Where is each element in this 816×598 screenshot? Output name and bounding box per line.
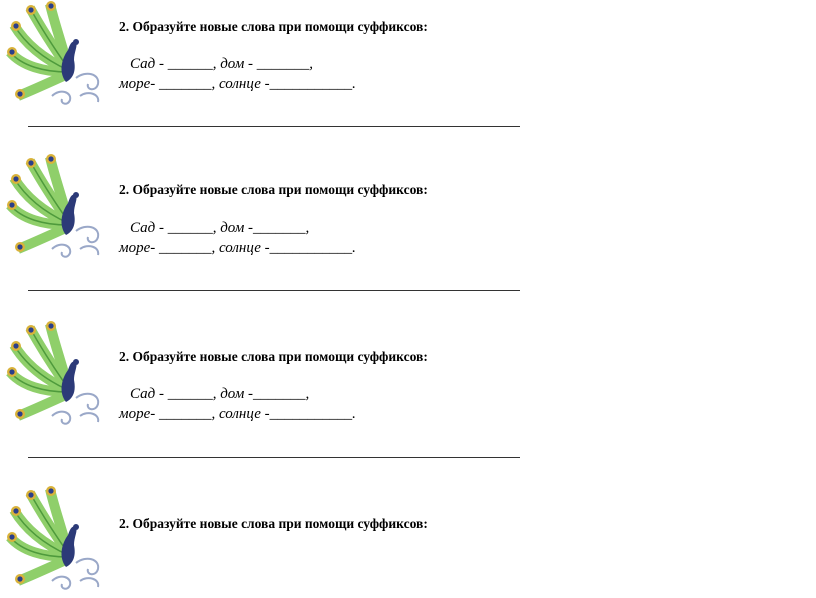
- task-heading: 2. Образуйте новые слова при помощи суффиксов:: [119, 516, 428, 531]
- exercise-line-1: Сад - ______, дом -_______,: [130, 220, 310, 236]
- task-heading: 2. Образуйте новые слова при помощи суффиксов:: [119, 349, 428, 364]
- divider-line: [28, 126, 520, 127]
- divider-line: [28, 290, 520, 291]
- exercise-line-2: море- _______, солнце -___________.: [119, 76, 356, 92]
- task-heading: 2. Образуйте новые слова при помощи суффиксов:: [119, 182, 428, 197]
- exercise-line-1: Сад - ______, дом - _______,: [130, 56, 314, 72]
- exercise-line-1: Сад - ______, дом -_______,: [130, 386, 310, 402]
- task-heading: 2. Образуйте новые слова при помощи суффиксов:: [119, 19, 428, 34]
- peacock-illustration: [6, 320, 110, 432]
- divider-line: [28, 457, 520, 458]
- exercise-line-2: море- _______, солнце -___________.: [119, 406, 356, 422]
- peacock-illustration: [6, 153, 110, 265]
- exercise-line-2: море- _______, солнце -___________.: [119, 240, 356, 256]
- peacock-tail: [7, 154, 68, 252]
- peacock-tail: [7, 1, 68, 99]
- peacock-illustration: [6, 0, 110, 112]
- peacock-illustration: [6, 485, 110, 597]
- peacock-tail: [7, 321, 68, 419]
- peacock-tail: [7, 486, 68, 584]
